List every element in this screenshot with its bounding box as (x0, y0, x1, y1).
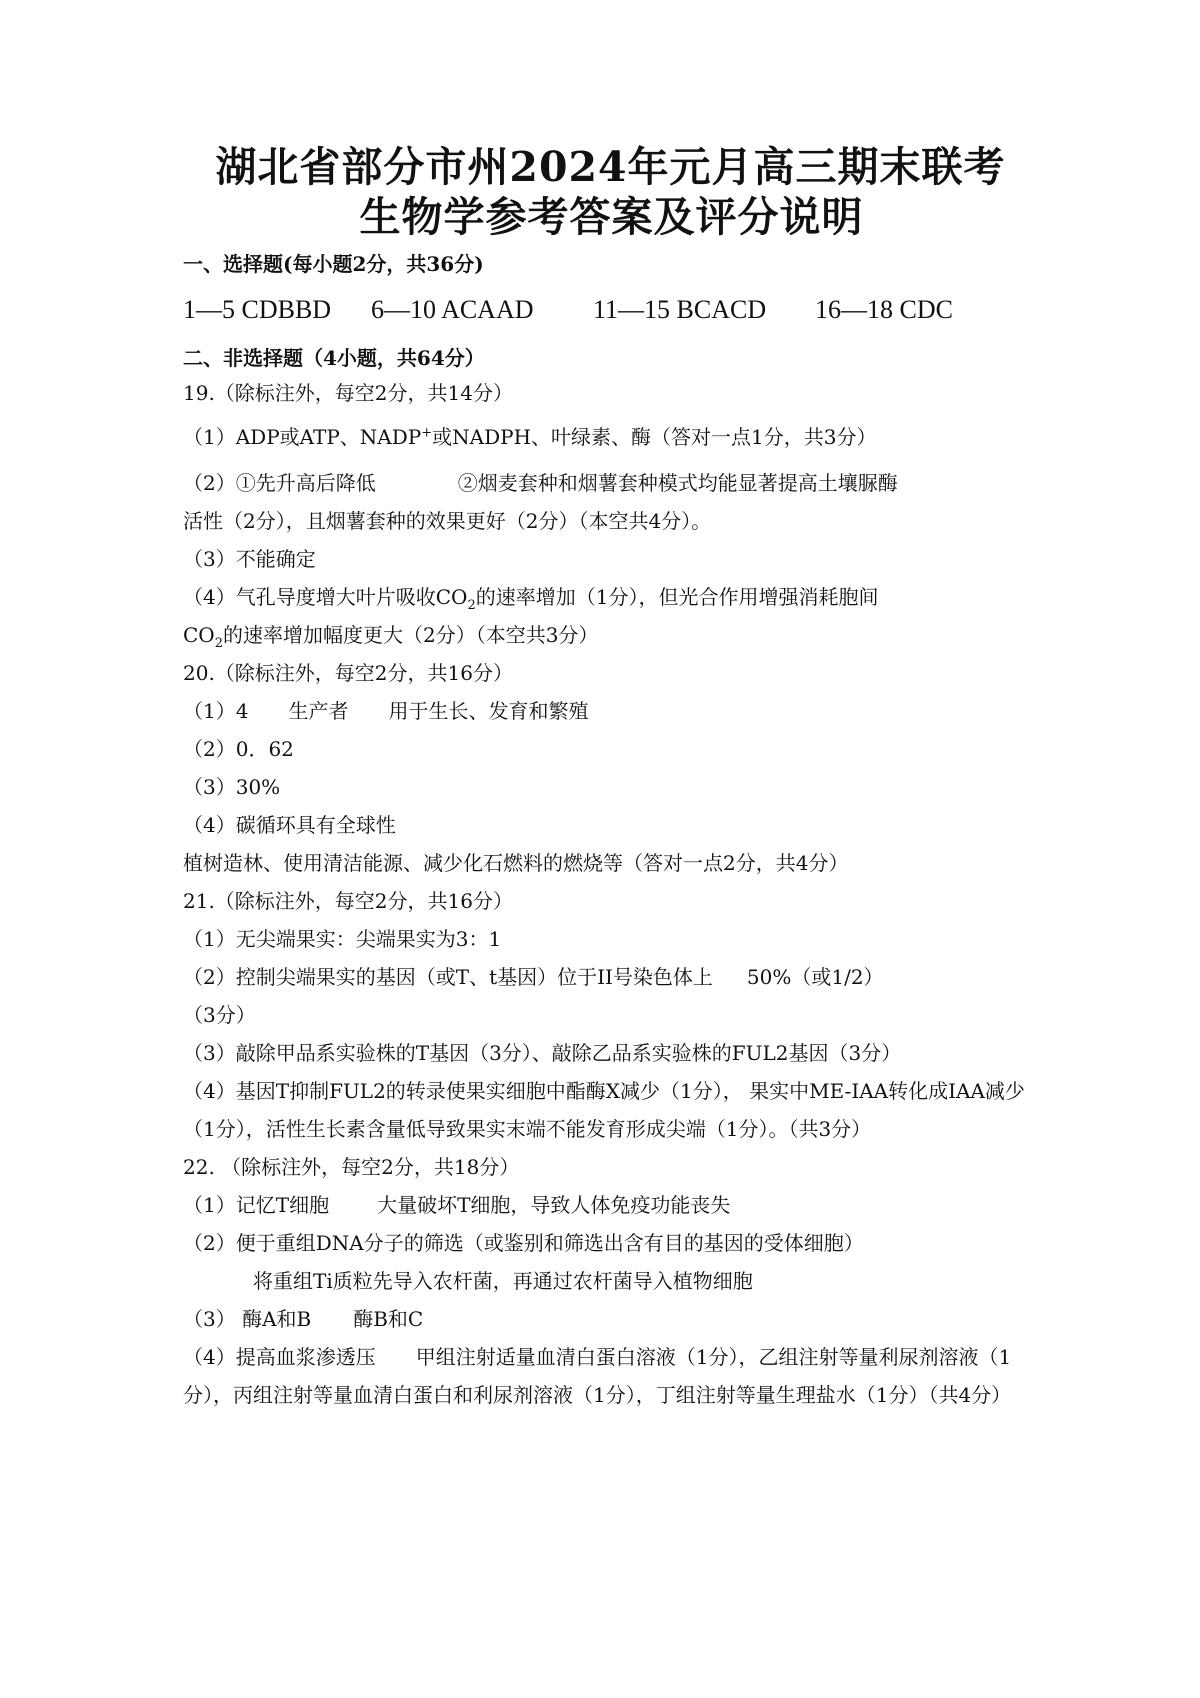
section-heading-nonchoice: 二、非选择题（4小题，共64分） (183, 346, 485, 370)
q21-answer-2: （2）控制尖端果实的基因（或T、t基因）位于II号染色体上 50%（或1/2） (183, 965, 884, 989)
q19-answer-3: （3）不能确定 (183, 547, 316, 571)
q22-answer-2-cont: 将重组Ti质粒先导入农杆菌，再通过农杆菌导入植物细胞 (253, 1269, 753, 1293)
q21-answer-3: （3）敲除甲品系实验株的T基因（3分）、敲除乙品系实验株的FUL2基因（3分） (183, 1041, 902, 1065)
q22-answer-1: （1）记忆T细胞 大量破坏T细胞，导致人体免疫功能丧失 (183, 1193, 731, 1217)
page-title: 湖北省部分市州2024年元月高三期末联考 (215, 143, 1006, 191)
q22-answer-3: （3） 酶A和B 酶B和C (183, 1307, 424, 1331)
q21-header: 21.（除标注外，每空2分，共16分） (183, 889, 513, 913)
q20-answer-4-cont: 植树造林、使用清洁能源、减少化石燃料的燃烧等（答对一点2分，共4分） (183, 851, 849, 875)
q20-answer-4: （4）碳循环具有全球性 (183, 813, 396, 837)
page-subtitle: 生物学参考答案及评分说明 (359, 193, 864, 241)
q20-answer-1: （1）4 生产者 用于生长、发育和繁殖 (183, 699, 589, 723)
choice-answer-group: 11—15 BCACD (593, 295, 767, 324)
choice-answer-group: 6—10 ACAAD (371, 295, 534, 324)
q19-answer-1: （1）ADP或ATP、NADP+或NADPH、叶绿素、酶（答对一点1分，共3分） (183, 425, 877, 449)
choice-answers-row (183, 290, 1040, 330)
q19-header: 19.（除标注外，每空2分，共14分） (183, 381, 513, 405)
q20-header: 20.（除标注外，每空2分，共16分） (183, 661, 513, 685)
q19-answer-4: （4）气孔导度增大叶片吸收$CO_2$的速率增加（1分），但光合作用增强消耗胞间 (183, 585, 879, 613)
q22-answer-4: （4）提高血浆渗透压 甲组注射适量血清白蛋白溶液（1分），乙组注射等量利尿剂溶液（1分），丙组注射等量血清白蛋白和利尿剂溶液（1分），丁组注射等量生理盐水（1分）（共4分） (183, 1345, 1012, 1407)
section-heading-choice: 一、选择题(每小题2分，共36分) (183, 252, 484, 276)
q21-answer-4: （4）基因T抑制FUL2的转录使果实细胞中酯酶X减少（1分）， 果实中ME-IAA转化成IAA减少（1分），活性生长素含量低导致果实末端不能发育形成尖端（1分）。（共3分） (183, 1079, 1025, 1141)
q19-answer-2-cont: 活性（2分），且烟薯套种的效果更好（2分）（本空共4分）。 (183, 509, 712, 533)
q19-answer-2: （2）①先升高后降低 ②烟麦套种和烟薯套种模式均能显著提高土壤脲酶 (183, 471, 898, 495)
choice-answer-group: 1—5 CDBBD (183, 295, 332, 324)
choice-answer-group: 16—18 CDC (815, 295, 953, 324)
q19-answer-4-cont: $CO_2$的速率增加幅度更大（2分）（本空共3分） (183, 623, 599, 651)
q21-answer-1: （1）无尖端果实：尖端果实为3：1 (183, 927, 502, 951)
q20-answer-2: （2）0．62 (183, 737, 294, 761)
q22-answer-2: （2）便于重组DNA分子的筛选（或鉴别和筛选出含有目的基因的受体细胞） (183, 1231, 864, 1255)
q22-header: 22. （除标注外，每空2分，共18分） (183, 1155, 520, 1179)
q21-answer-2-cont: （3分） (183, 1003, 256, 1027)
q20-answer-3: （3）30% (183, 775, 281, 799)
